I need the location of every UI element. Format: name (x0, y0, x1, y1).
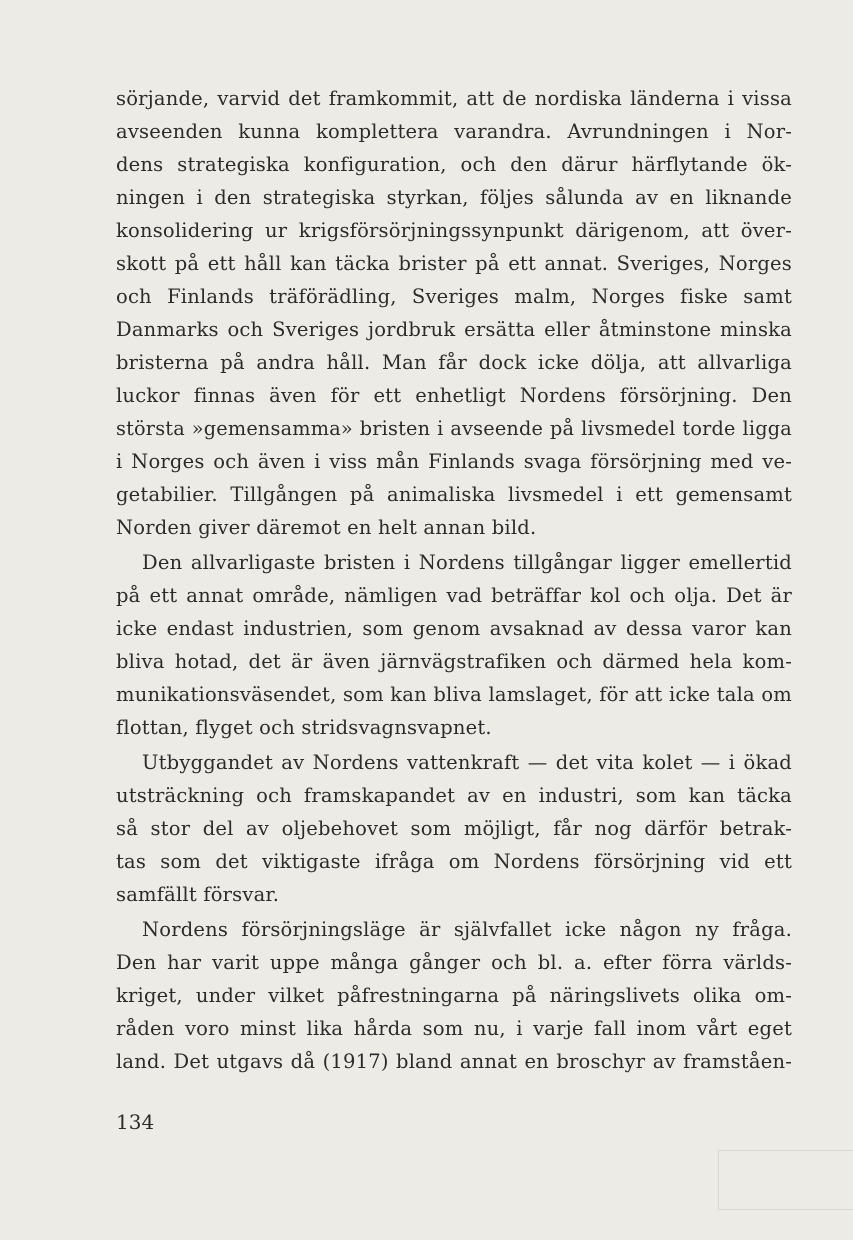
text-line: Norden giver däremot en helt annan bild. (116, 516, 537, 539)
text-line: kriget, under vilket påfrestningarna på näringslivets olika om- (116, 984, 792, 1007)
text-line: dens strategiska konfiguration, och den därur härflytande ök- (116, 153, 792, 176)
text-line: flottan, flyget och stridsvagnsvapnet. (116, 716, 492, 739)
text-line: Danmarks och Sveriges jordbruk ersätta eller åtminstone minska (116, 318, 792, 341)
page-number: 134 (116, 1110, 155, 1134)
text-line: så stor del av oljebehovet som möjligt, får nog därför betrak- (116, 817, 792, 840)
text-line: icke endast industrien, som genom avsaknad av dessa varor kan (116, 617, 792, 640)
text-line: bliva hotad, det är även järnvägstrafiken och därmed hela kom- (116, 650, 792, 673)
text-line: utsträckning och framskapandet av en industri, som kan täcka (116, 784, 792, 807)
text-line: Den har varit uppe många gånger och bl. a. efter förra världs- (116, 951, 792, 974)
text-line: bristerna på andra håll. Man får dock icke dölja, att allvarliga (116, 351, 792, 374)
text-line: luckor finnas även för ett enhetligt Nordens försörjning. Den (116, 384, 792, 407)
text-line: Nordens försörjningsläge är självfallet icke någon ny fråga. (142, 918, 792, 941)
text-line: konsolidering ur krigsförsörjningssynpunkt därigenom, att över- (116, 219, 792, 242)
text-line: sörjande, varvid det framkommit, att de nordiska länderna i vissa (116, 87, 792, 110)
text-line: Den allvarligaste bristen i Nordens tillgångar ligger emellertid (142, 551, 792, 574)
text-line: land. Det utgavs då (1917) bland annat en broschyr av framståen- (116, 1050, 792, 1073)
scan-edge-mark (718, 1150, 853, 1210)
text-line: i Norges och även i viss mån Finlands svaga försörjning med ve- (116, 450, 792, 473)
text-line: tas som det viktigaste ifråga om Nordens försörjning vid ett (116, 850, 792, 873)
text-line: ningen i den strategiska styrkan, följes sålunda av en liknande (116, 186, 792, 209)
paragraph-4 (116, 913, 792, 1078)
body-text (116, 82, 792, 1078)
text-line: Utbyggandet av Nordens vattenkraft — det vita kolet — i ökad (142, 751, 792, 774)
text-line: på ett annat område, nämligen vad beträffar kol och olja. Det är (116, 584, 792, 607)
text-line: munikationsväsendet, som kan bliva lamslaget, för att icke tala om (116, 683, 792, 706)
paragraph-1 (116, 82, 792, 544)
text-line: avseenden kunna komplettera varandra. Avrundningen i Nor- (116, 120, 792, 143)
text-line: skott på ett håll kan täcka brister på ett annat. Sveriges, Norges (116, 252, 792, 275)
text-line: största »gemensamma» bristen i avseende på livsmedel torde ligga (116, 417, 792, 440)
text-line: råden voro minst lika hårda som nu, i varje fall inom vårt eget (116, 1017, 792, 1040)
paragraph-2 (116, 546, 792, 744)
paragraph-3 (116, 746, 792, 911)
text-line: getabilier. Tillgången på animaliska livsmedel i ett gemensamt (116, 483, 792, 506)
text-line: samfällt försvar. (116, 883, 280, 906)
text-line: och Finlands träförädling, Sveriges malm, Norges fiske samt (116, 285, 792, 308)
